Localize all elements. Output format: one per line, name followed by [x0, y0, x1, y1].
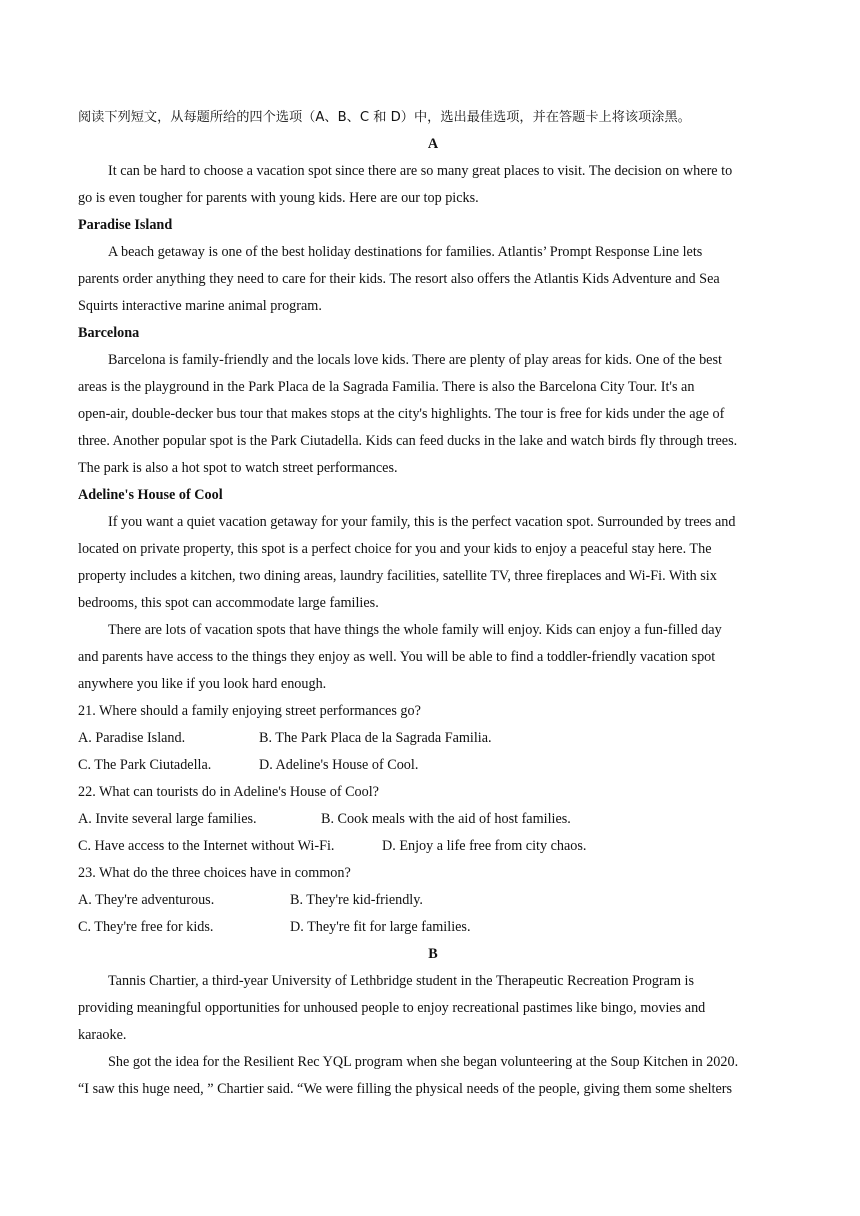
- question-stem: 23. What do the three choices have in common?: [78, 865, 351, 881]
- intro-line: go is even tougher for parents with young kids. Here are our top picks.: [78, 190, 479, 206]
- barcelona-title: Barcelona: [78, 325, 140, 341]
- option-row: [78, 833, 788, 860]
- section-b-line: She got the idea for the Resilient Rec YQL program when she began volunteering at the Soup Kitchen in 2020.: [108, 1054, 739, 1070]
- closing-line: and parents have access to the things they enjoy as well. You will be able to find a toddler-friendly vacation spot: [78, 649, 716, 665]
- paradise-line: A beach getaway is one of the best holiday destinations for families. Atlantis’ Prompt Response Line lets: [108, 244, 703, 260]
- option-c[interactable]: C. They're free for kids.: [78, 919, 214, 935]
- paradise-line: Squirts interactive marine animal program.: [78, 298, 322, 314]
- option-d[interactable]: D. Adeline's House of Cool.: [259, 757, 419, 773]
- barcelona-line: three. Another popular spot is the Park Ciutadella. Kids can feed ducks in the lake and watch birds fly through trees.: [78, 433, 738, 449]
- paradise-title: Paradise Island: [78, 217, 173, 233]
- option-c[interactable]: C. The Park Ciutadella.: [78, 757, 212, 773]
- option-c[interactable]: C. Have access to the Internet without Wi-Fi.: [78, 838, 335, 854]
- instruction-line: 阅读下列短文，从每题所给的四个选项（A、B、C 和 D）中，选出最佳选项，并在答题卡上将该项涂黑。: [78, 110, 691, 125]
- option-b[interactable]: B. They're kid-friendly.: [290, 892, 423, 908]
- option-d[interactable]: D. Enjoy a life free from city chaos.: [382, 838, 587, 854]
- option-row: [78, 914, 788, 941]
- question-stem: 22. What can tourists do in Adeline's House of Cool?: [78, 784, 379, 800]
- option-a[interactable]: A. Invite several large families.: [78, 811, 257, 827]
- barcelona-line: The park is also a hot spot to watch street performances.: [78, 460, 398, 476]
- intro-line: It can be hard to choose a vacation spot since there are so many great places to visit. The decision on where to: [108, 163, 733, 179]
- section-a-heading: A: [427, 136, 439, 152]
- section-b-heading: B: [428, 946, 438, 962]
- adeline-line: located on private property, this spot is a perfect choice for you and your kids to enjoy a peaceful stay here. The: [78, 541, 712, 557]
- option-row: [78, 887, 788, 914]
- option-row: [78, 752, 788, 779]
- adeline-title: Adeline's House of Cool: [78, 487, 223, 503]
- barcelona-line: areas is the playground in the Park Placa de la Sagrada Familia. There is also the Barcelona City Tour. It's an: [78, 379, 695, 395]
- option-row: [78, 725, 788, 752]
- section-b-line: providing meaningful opportunities for unhoused people to enjoy recreational pastimes like bingo, movies and: [78, 1000, 706, 1016]
- option-d[interactable]: D. They're fit for large families.: [290, 919, 471, 935]
- question-stem: 21. Where should a family enjoying street performances go?: [78, 703, 421, 719]
- adeline-line: If you want a quiet vacation getaway for your family, this is the perfect vacation spot. Surrounded by trees and: [108, 514, 736, 530]
- option-a[interactable]: A. Paradise Island.: [78, 730, 186, 746]
- exam-page: [78, 104, 788, 1103]
- adeline-line: bedrooms, this spot can accommodate large families.: [78, 595, 379, 611]
- option-b[interactable]: B. Cook meals with the aid of host families.: [321, 811, 571, 827]
- section-b-line: “I saw this huge need, ” Chartier said. “We were filling the physical needs of the people, giving them some shelters: [78, 1081, 733, 1097]
- closing-line: anywhere you like if you look hard enough.: [78, 676, 327, 692]
- closing-line: There are lots of vacation spots that have things the whole family will enjoy. Kids can enjoy a fun-filled day: [108, 622, 722, 638]
- option-a[interactable]: A. They're adventurous.: [78, 892, 215, 908]
- barcelona-line: Barcelona is family-friendly and the locals love kids. There are plenty of play areas for kids. One of the best: [108, 352, 722, 368]
- section-b-line: karaoke.: [78, 1027, 127, 1043]
- paradise-line: parents order anything they need to care for their kids. The resort also offers the Atlantis Kids Adventure and Sea: [78, 271, 720, 287]
- section-b-line: Tannis Chartier, a third-year University of Lethbridge student in the Therapeutic Recreation Program is: [108, 973, 694, 989]
- option-row: [78, 806, 788, 833]
- option-b[interactable]: B. The Park Placa de la Sagrada Familia.: [259, 730, 492, 746]
- barcelona-line: open-air, double-decker bus tour that makes stops at the city's highlights. The tour is free for kids under the age of: [78, 406, 725, 422]
- adeline-line: property includes a kitchen, two dining areas, laundry facilities, satellite TV, three fireplaces and Wi-Fi. With six: [78, 568, 717, 584]
